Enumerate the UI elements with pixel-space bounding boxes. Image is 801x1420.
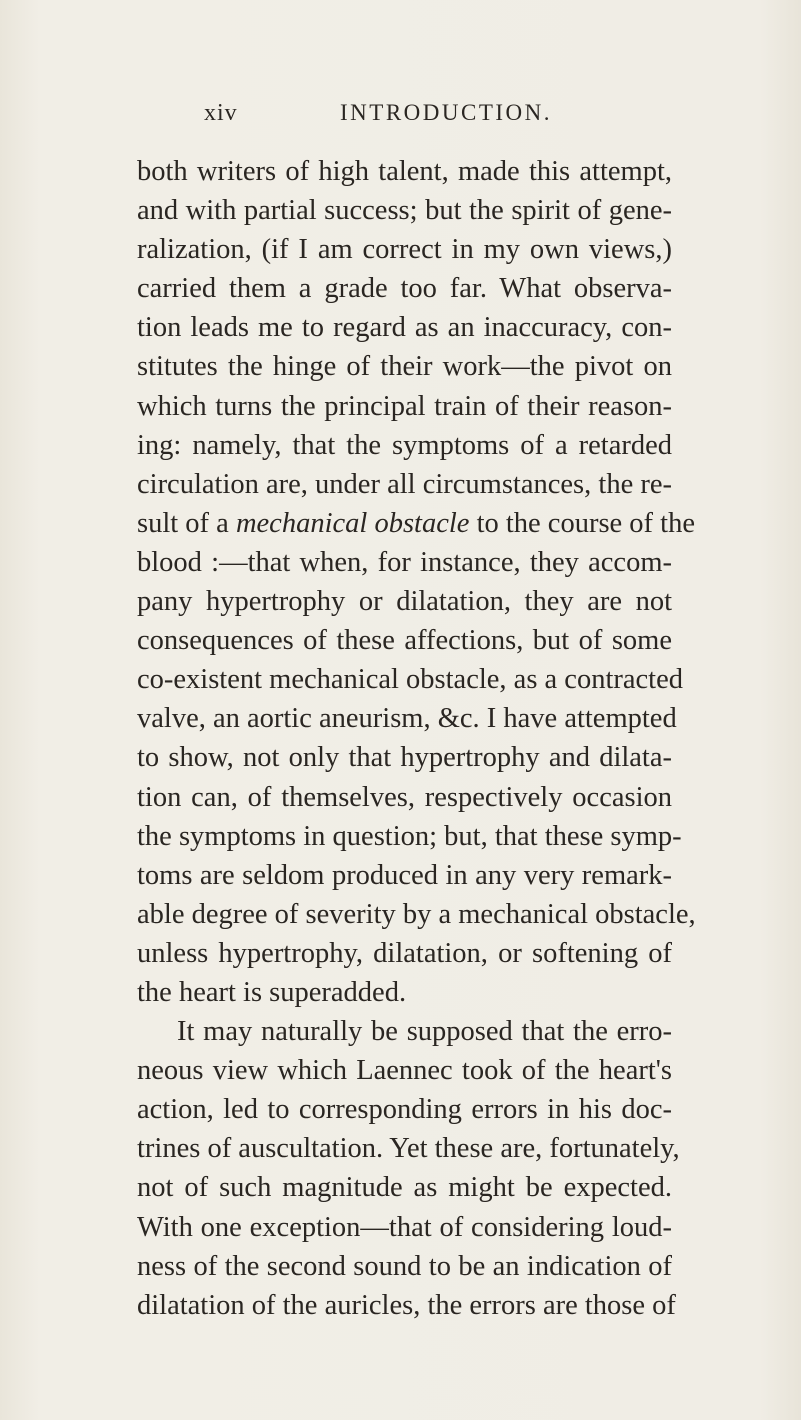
text-line: not of such magnitude as might be expected.	[137, 1172, 672, 1204]
text-line: and with partial success; but the spirit of gene-	[137, 195, 672, 227]
text-line: co-existent mechanical obstacle, as a contracted	[137, 664, 683, 696]
text-run: sult of a	[137, 507, 236, 539]
text-line: With one exception—that of considering loud-	[137, 1211, 672, 1243]
text-line: tion can, of themselves, respectively occasion	[137, 781, 672, 813]
text-line: pany hypertrophy or dilatation, they are not	[137, 586, 672, 618]
text-line: valve, an aortic aneurism, &c. I have attempted	[137, 703, 677, 735]
page-header	[0, 100, 801, 134]
text-line: circulation are, under all circumstances, the re-	[137, 468, 672, 500]
text-line: ing: namely, that the symptoms of a retarded	[137, 429, 672, 461]
text-line: trines of auscultation. Yet these are, fortunately,	[137, 1133, 680, 1165]
paragraph-start-line: It may naturally be supposed that the erro-	[177, 1016, 672, 1048]
text-line: unless hypertrophy, dilatation, or softening of	[137, 937, 672, 969]
text-line: stitutes the hinge of their work—the pivot on	[137, 351, 672, 383]
page-number: xiv	[204, 100, 238, 126]
text-line: action, led to corresponding errors in his doc-	[137, 1094, 672, 1126]
text-line: tion leads me to regard as an inaccuracy, con-	[137, 312, 672, 344]
text-line: the symptoms in question; but, that these symp-	[137, 820, 682, 852]
text-line: ness of the second sound to be an indication of	[137, 1250, 672, 1282]
text-line: able degree of severity by a mechanical obstacle,	[137, 898, 696, 930]
text-line: toms are seldom produced in any very remark-	[137, 859, 672, 891]
text-line: carried them a grade too far. What observa-	[137, 273, 672, 305]
text-line: both writers of high talent, made this attempt,	[137, 156, 672, 187]
text-line: ralization, (if I am correct in my own views,)	[137, 234, 672, 266]
paragraph-end-line: the heart is superadded.	[137, 976, 407, 1008]
text-line: consequences of these affections, but of some	[137, 625, 672, 657]
text-line: blood :—that when, for instance, they accom-	[137, 546, 672, 578]
running-head: INTRODUCTION.	[340, 100, 553, 125]
text-run: to the course of the	[469, 507, 695, 539]
text-line: to show, not only that hypertrophy and dilata-	[137, 742, 672, 774]
text-line-with-emphasis	[137, 504, 695, 543]
body-text	[137, 152, 696, 1325]
emphasis-text: mechanical obstacle	[235, 507, 470, 539]
text-line: dilatation of the auricles, the errors are those of	[137, 1289, 676, 1321]
text-line: which turns the principal train of their reason-	[137, 390, 672, 422]
text-line: neous view which Laennec took of the heart's	[137, 1055, 672, 1087]
